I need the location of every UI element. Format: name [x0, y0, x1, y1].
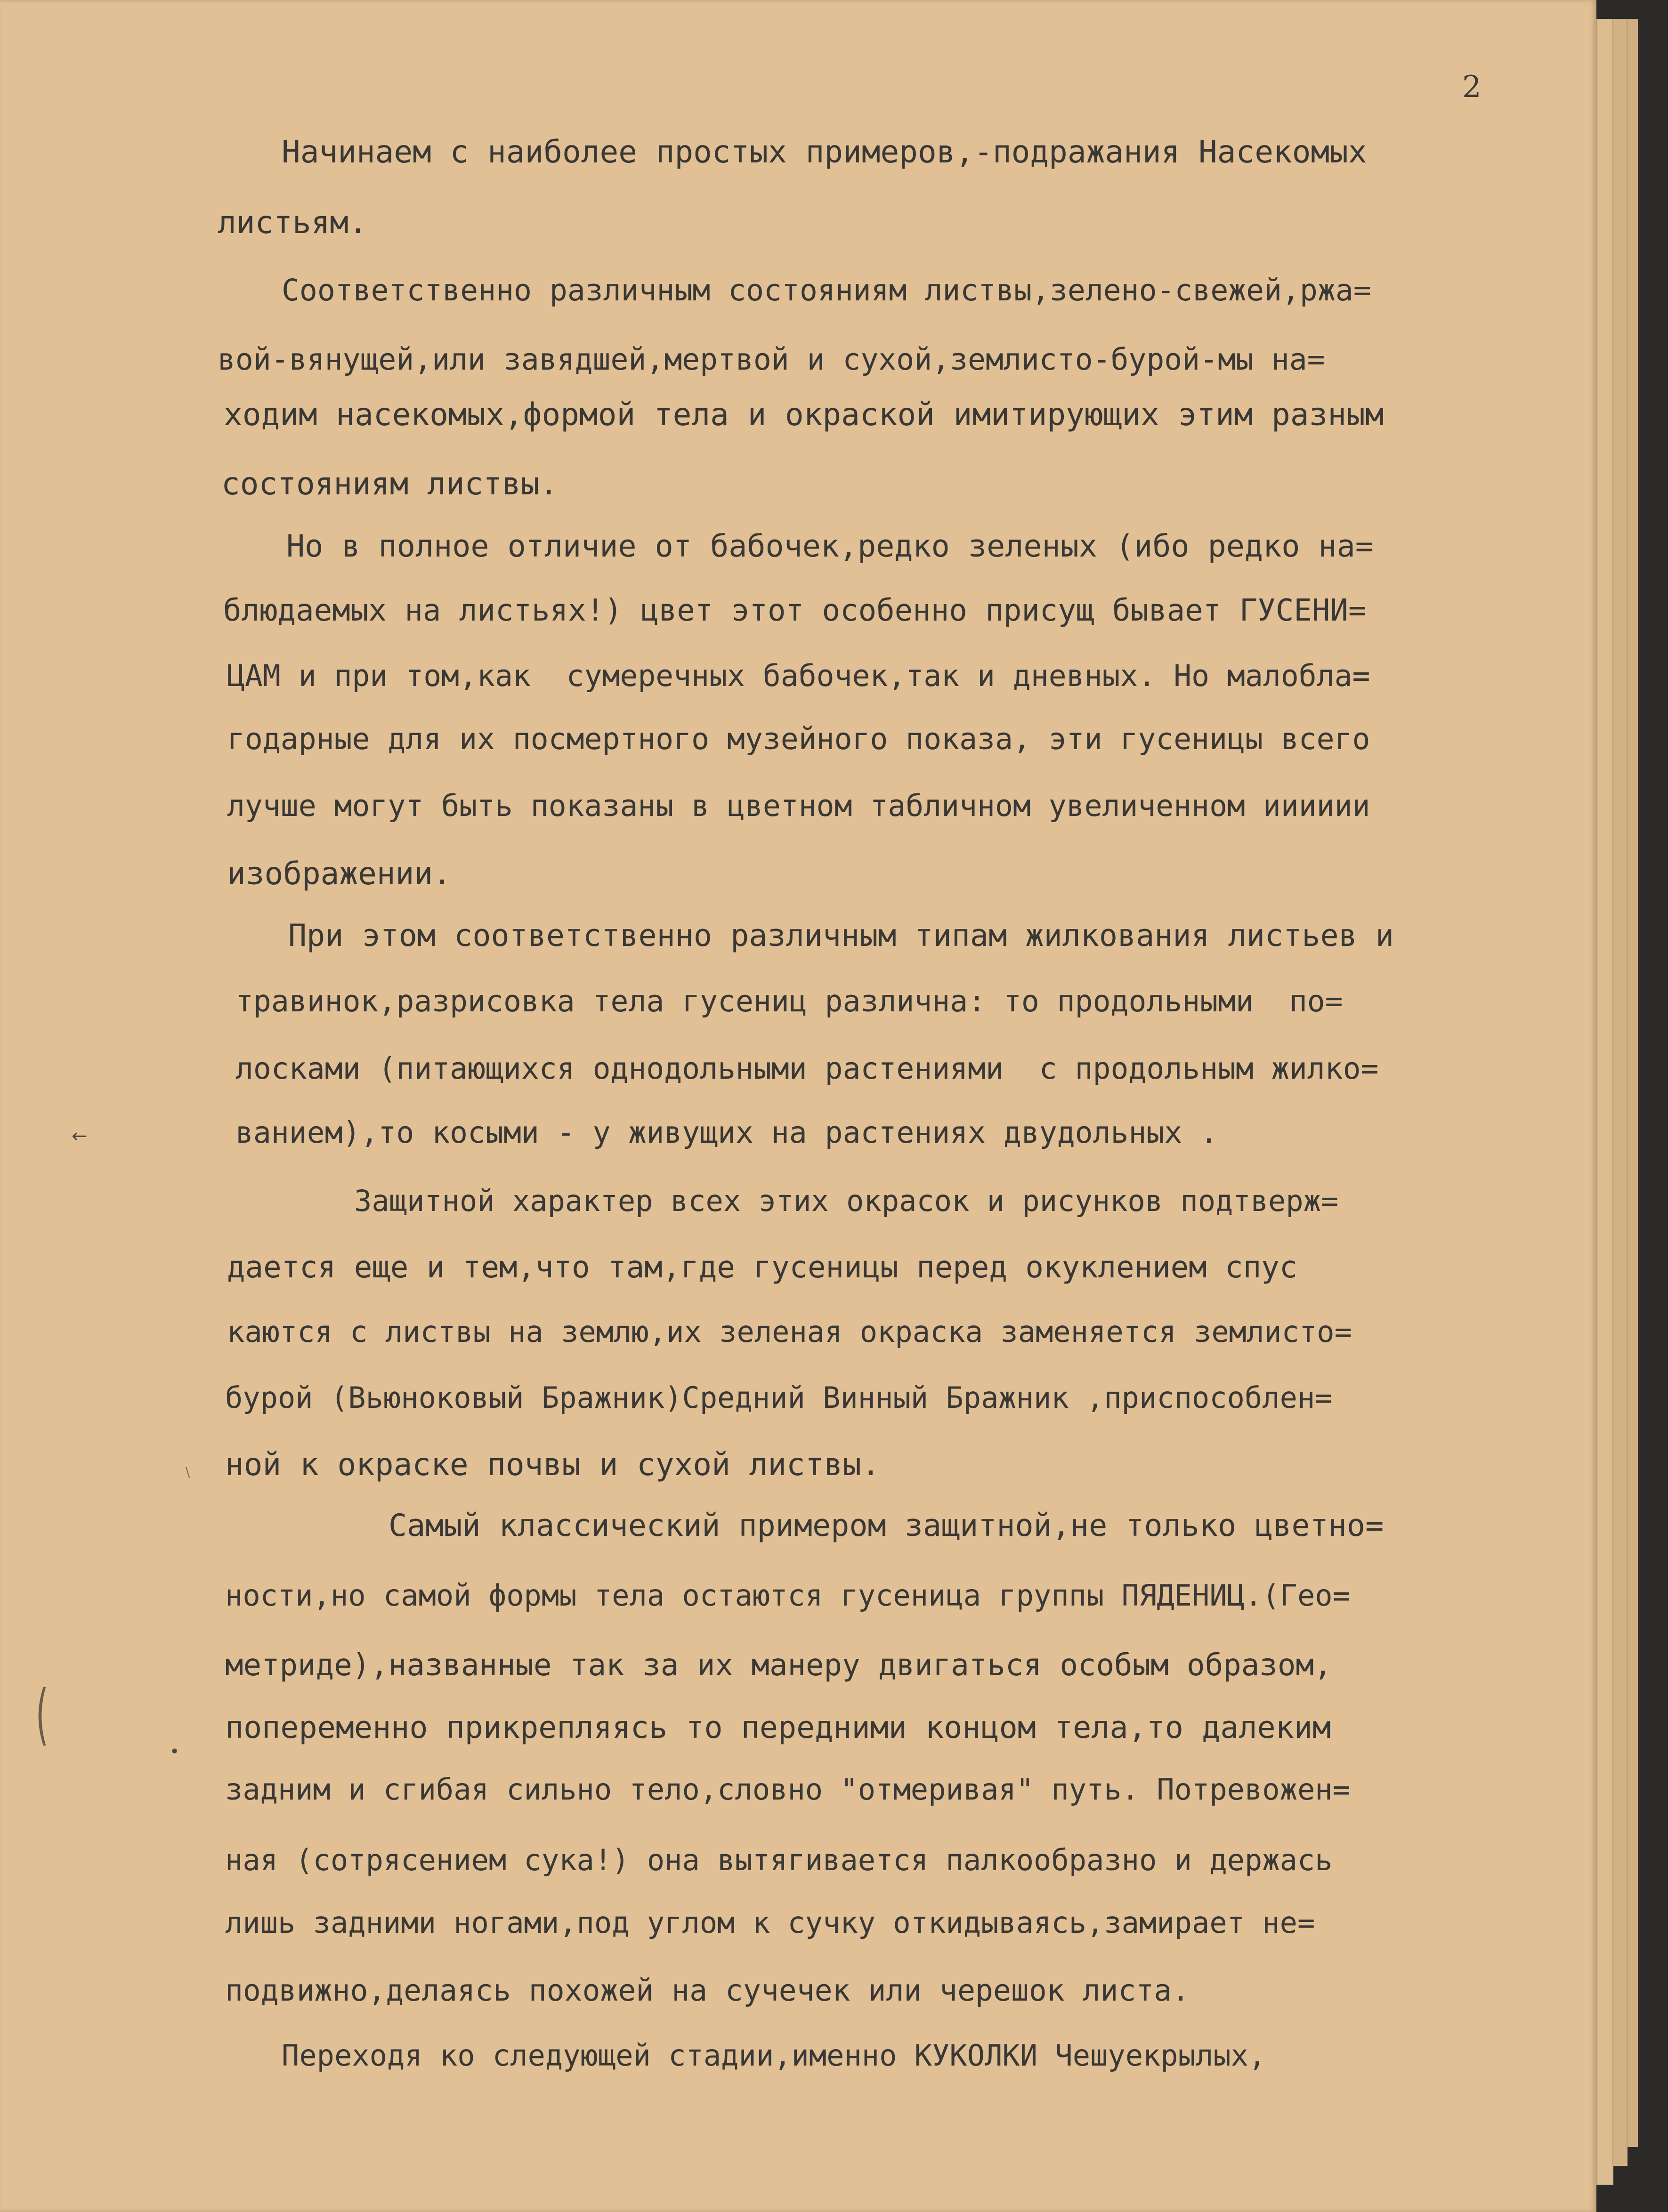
text-line: блюдаемых на листьях!) цвет этот особенно присущ бывает ГУСЕНИ= — [223, 593, 1367, 628]
text-line: Начинаем с наиболее простых примеров,-подражания Насекомых — [282, 134, 1367, 170]
text-line: травинок,разрисовка тела гусениц различна: то продольными по= — [235, 984, 1343, 1018]
text-line: ванием),то косыми - у живущих на растениях двудольных . — [235, 1115, 1218, 1150]
page-stack-edge — [1627, 19, 1638, 2147]
text-line: ходим насекомых,формой тела и окраской имитирующих этим разным — [224, 396, 1384, 433]
margin-bracket-mark: ( — [35, 1676, 49, 1753]
text-line: каются с листвы на землю,их зеленая окраска заменяется землисто= — [227, 1315, 1352, 1349]
text-line: дается еще и тем,что там,где гусеницы перед окуклением спус — [227, 1250, 1298, 1285]
text-line: листьям. — [218, 204, 367, 241]
text-line: метриде),названные так за их манеру двигаться особым образом, — [225, 1648, 1332, 1683]
page-stack-edge — [1612, 19, 1628, 2166]
text-line: попеременно прикрепляясь то передними концом тела,то далеким — [225, 1710, 1331, 1745]
margin-arrow-mark: ← — [72, 1125, 88, 1147]
text-line: состояниям листвы. — [221, 466, 559, 502]
text-line: изображении. — [227, 856, 452, 892]
text-line: При этом соответственно различным типам жилкования листьев и — [288, 918, 1394, 953]
text-line: вой-вянущей,или завядшей,мертвой и сухой,землисто-бурой-мы на= — [218, 342, 1325, 377]
margin-dot-mark: \ — [186, 1464, 190, 1480]
text-line: Но в полное отличие от бабочек,редко зеленых (ибо редко на= — [286, 529, 1374, 564]
page-stack-edge — [1596, 19, 1613, 2185]
text-line: лосками (питающихся однодольными растениями с продольным жилко= — [235, 1051, 1379, 1086]
text-line: ЦАМ и при том,как сумеречных бабочек,так и дневных. Но малобла= — [227, 659, 1370, 693]
text-line: задним и сгибая сильно тело,словно "отмеривая" путь. Потревожен= — [225, 1772, 1350, 1807]
text-line: ной к окраске почвы и сухой листвы. — [225, 1446, 880, 1483]
text-line: Переходя ко следующей стадии,именно КУКОЛКИ Чешуекрылых, — [282, 2038, 1266, 2073]
text-line: лишь задними ногами,под углом к сучку откидываясь,замирает не= — [225, 1905, 1315, 1940]
text-line: ная (сотрясением сука!) она вытягивается палкообразно и держась — [225, 1843, 1333, 1877]
text-line: лучше могут быть показаны в цветном табличном увеличенном ииииии — [227, 789, 1370, 823]
text-line: годарные для их посмертного музейного показа, эти гусеницы всего — [227, 722, 1370, 756]
text-line: бурой (Вьюноковый Бражник)Средний Винный Бражник ,приспособлен= — [225, 1380, 1333, 1415]
margin-dot-mark: • — [170, 1742, 180, 1761]
page-number: 2 — [1462, 70, 1482, 105]
text-line: Самый классический примером защитной,не только цветно= — [389, 1508, 1384, 1543]
text-line: Соответственно различным состояниям листвы,зелено-свежей,ржа= — [282, 273, 1371, 307]
text-line: подвижно,делаясь похожей на сучечек или черешок листа. — [225, 1973, 1190, 2008]
text-line: ности,но самой формы тела остаются гусеница группы ПЯДЕНИЦ.(Гео= — [225, 1578, 1350, 1613]
text-line: Защитной характер всех этих окрасок и рисунков подтверж= — [354, 1184, 1339, 1218]
